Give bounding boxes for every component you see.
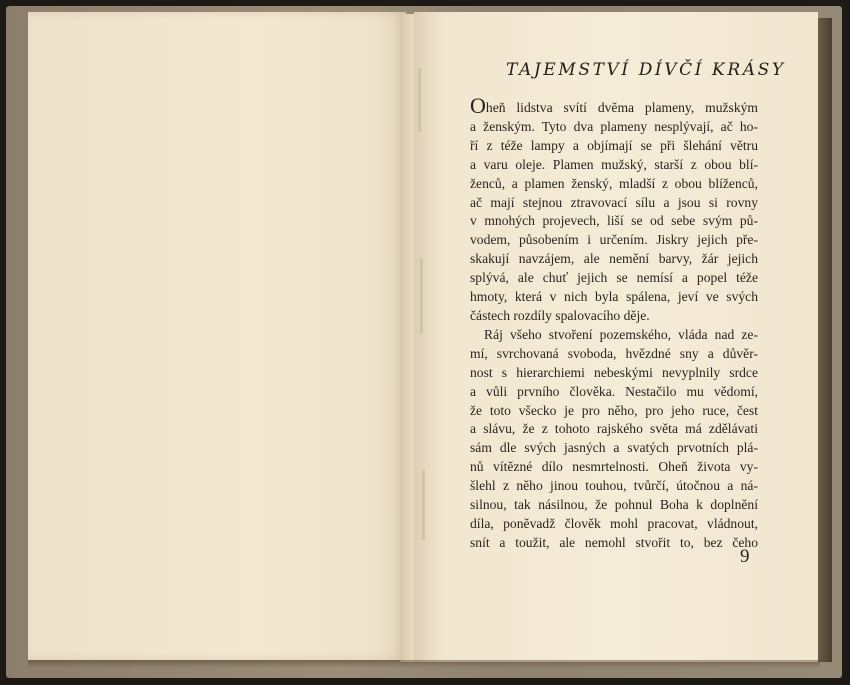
paragraph-line: a ženským. Tyto dva plameny nesplývají, ač ho- [470,118,758,134]
paragraph-line: splývá, ale chuť jejich se nemísí a popel téže [470,270,758,286]
paragraph-line: ač mají stejnou ztravovací sílu a jsou si rovny [470,194,758,210]
page-edge [818,18,832,662]
left-page-blank [28,12,406,660]
binding-stitch [420,258,423,334]
line-text: heň lidstva svítí dvěma plameny, mužským [485,100,758,115]
paragraph-line: nost s hierarchiemi nebeskými nevyplnily srdce [470,364,758,380]
binding-stitch [418,68,421,132]
paragraph-line: ří z téže lampy a objímají se při šlehání větru [470,137,758,153]
paragraph-line: snít a toužit, ale nemohl stvořit to, bez čeho [470,534,758,550]
paragraph-line: díla, poněvadž člověk mohl pracovat, vládnout, [470,515,758,531]
body-text [470,93,758,553]
paragraph-line: v mnohých projevech, liší se od sebe svým pů- [470,213,758,229]
paragraph-line: nů vítězné dílo nesmrtelnosti. Oheň života vy- [470,459,758,475]
chapter-title: TAJEMSTVÍ DÍVČÍ KRÁSY [506,60,786,80]
paragraph-line: mí, svrchovaná svoboda, hvězdné sny a důvěr- [470,345,758,361]
page-shadow [28,660,820,668]
paragraph-line [470,93,758,118]
paragraph-line: a slávu, že z tohoto rajského světa má zdělávati [470,421,758,437]
paragraph-line: šlehl z něho jinou touhou, tvůrčí, útočnou a ná- [470,478,758,494]
paragraph-line: hmoty, která v nich byla spálena, jeví ve svých [470,289,758,305]
paragraph-line: sám dle svých jasných a svatých prvotních plá- [470,440,758,456]
paragraph-line: a varu oleje. Plamen mužský, starší z obou blí- [470,156,758,172]
paragraph-line: že toto všecko je pro něho, pro jeho ruce, čest [470,402,758,418]
paragraph-line: skakují navzájem, ale nemění barvy, žár jejich [470,251,758,267]
page-number: 9 [740,546,750,567]
paragraph-line: silnou, tak násilnou, že pohnul Boha k doplnění [470,497,758,513]
binding-stitch [422,470,425,540]
drop-cap: O [470,93,486,118]
paragraph-line: a vůli prvního člověka. Nestačilo mu vědomí, [470,383,758,399]
paragraph-line: Ráj všeho stvoření pozemského, vláda nad ze- [484,326,758,342]
paragraph-line: částech rozdíly spalovacího děje. [470,307,650,323]
gutter [400,14,414,662]
paragraph-line: ženců, a plamen ženský, mladší z obou blíženců, [470,175,758,191]
paragraph-line: vodem, působením i určením. Jiskry jejich pře- [470,232,758,248]
